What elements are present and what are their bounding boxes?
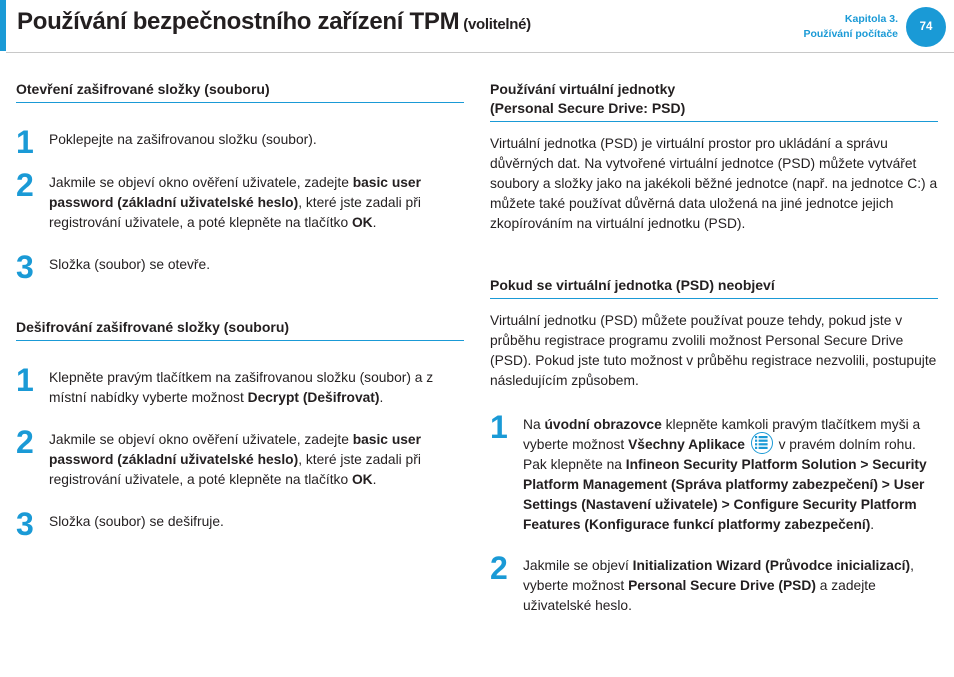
step-psd-2 [490, 550, 938, 616]
section-heading-psd [490, 80, 938, 121]
page-number-badge: 74 [906, 7, 946, 47]
step-decrypt-1 [16, 362, 464, 408]
step-text: v pravém dolním rohu. Pak klepněte na [523, 437, 916, 472]
step-number: 1 [16, 124, 34, 160]
step-text-bold: úvodní obrazovce [544, 417, 662, 432]
step-psd-1 [490, 409, 938, 535]
heading-line: Používání virtuální jednotky [490, 81, 676, 97]
section-heading-psd-missing: Pokud se virtuální jednotka (PSD) neobjeví [490, 277, 775, 293]
step-text: Poklepejte na zašifrovanou složku (soubor). [49, 132, 317, 147]
step-number: 2 [490, 550, 508, 586]
chapter-title: Používání počítače [803, 28, 898, 40]
step-number: 1 [16, 362, 34, 398]
psd-missing-description: Virtuální jednotku (PSD) můžete používat pouze tehdy, pokud jste v průběhu registrace programu zvolili možnost Personal Secure Drive (PSD). Pokud jste tuto možnost v průběhu registrace nezvolili, postupujte následujícím způsobem. [490, 313, 937, 388]
step-text: Jakmile se objeví [523, 558, 633, 573]
step-text: , které jste zadali při registrování uživatele, a poté klepněte na tlačítko [49, 195, 421, 230]
step-text: klepněte kamkoli pravým tlačítkem myši a vyberte možnost [523, 417, 921, 452]
step-text-bold: basic user password (základní uživatelské heslo) [49, 175, 421, 210]
step-number: 2 [16, 167, 34, 203]
step-text: Klepněte pravým tlačítkem na zašifrovanou složku (soubor) a z místní nabídky vyberte možnost [49, 370, 434, 405]
step-text: . [372, 472, 377, 487]
apps-grid-icon [751, 432, 773, 454]
section-rule [490, 298, 938, 299]
header-divider [6, 52, 954, 53]
chapter-number: Kapitola 3. [844, 13, 898, 25]
step-number: 3 [16, 506, 34, 542]
step-text: Složka (soubor) se dešifruje. [49, 514, 224, 529]
step-text: . [379, 390, 384, 405]
page-title: Používání bezpečnostního zařízení TPM (volitelné) [17, 8, 531, 35]
step-text: a zadejte uživatelské heslo. [523, 578, 876, 613]
step-text-bold: OK [351, 215, 373, 230]
header-accent-bar [0, 0, 6, 51]
page-subtitle: (volitelné) [463, 16, 531, 33]
section-rule [490, 121, 938, 122]
step-text-bold: basic user password (základní uživatelské heslo) [49, 432, 421, 467]
step-decrypt-3 [16, 506, 464, 542]
step-open-1 [16, 124, 464, 160]
apps-grid-glyph [755, 436, 768, 449]
step-text: . [870, 517, 875, 532]
step-text-bold: OK [351, 472, 373, 487]
step-open-3 [16, 249, 464, 285]
step-text-bold: Initialization Wizard (Průvodce inicializací) [632, 558, 911, 573]
section-rule [16, 340, 464, 341]
step-text: Jakmile se objeví okno ověření uživatele, zadejte [49, 175, 353, 190]
step-text-bold: Všechny Aplikace [628, 437, 745, 452]
step-decrypt-2 [16, 424, 464, 490]
step-text: , vyberte možnost [523, 558, 914, 593]
chapter-label [803, 12, 898, 42]
step-number: 1 [490, 409, 508, 445]
step-text: Složka (soubor) se otevře. [49, 257, 211, 272]
section-rule [16, 102, 464, 103]
step-text-bold: Decrypt (Dešifrovat) [247, 390, 380, 405]
step-text: Na [523, 417, 545, 432]
right-column [490, 80, 938, 616]
step-text-bold: Personal Secure Drive (PSD) [628, 578, 816, 593]
step-number: 2 [16, 424, 34, 460]
section-heading-open: Otevření zašifrované složky (souboru) [16, 81, 270, 97]
step-text: Jakmile se objeví okno ověření uživatele, zadejte [49, 432, 353, 447]
step-text-bold: Infineon Security Platform Solution > Security Platform Management (Správa platformy zabezpečení) > User Settings (Nastavení uživatele) > Configure Security Platform Features (Konfigurace funkcí platformy zabezpečení) [523, 457, 927, 532]
step-text: , které jste zadali při registrování uživatele, a poté klepněte na tlačítko [49, 452, 421, 487]
step-number: 3 [16, 249, 34, 285]
step-text: . [372, 215, 377, 230]
section-heading-decrypt: Dešifrování zašifrované složky (souboru) [16, 319, 290, 335]
heading-line: (Personal Secure Drive: PSD) [490, 100, 686, 116]
psd-description: Virtuální jednotka (PSD) je virtuální prostor pro ukládání a správu důvěrných dat. Na vytvořené virtuální jednotce (PSD) můžete vytvářet soubory a složky jako na jakékoli běžné jednotce (např. na jednotce C:) a můžete také používat důvěrná data uložená na jiné jednotce jejich zkopírováním na virtuální jednotku (PSD). [490, 136, 938, 231]
left-column [16, 80, 464, 542]
step-open-2 [16, 167, 464, 233]
